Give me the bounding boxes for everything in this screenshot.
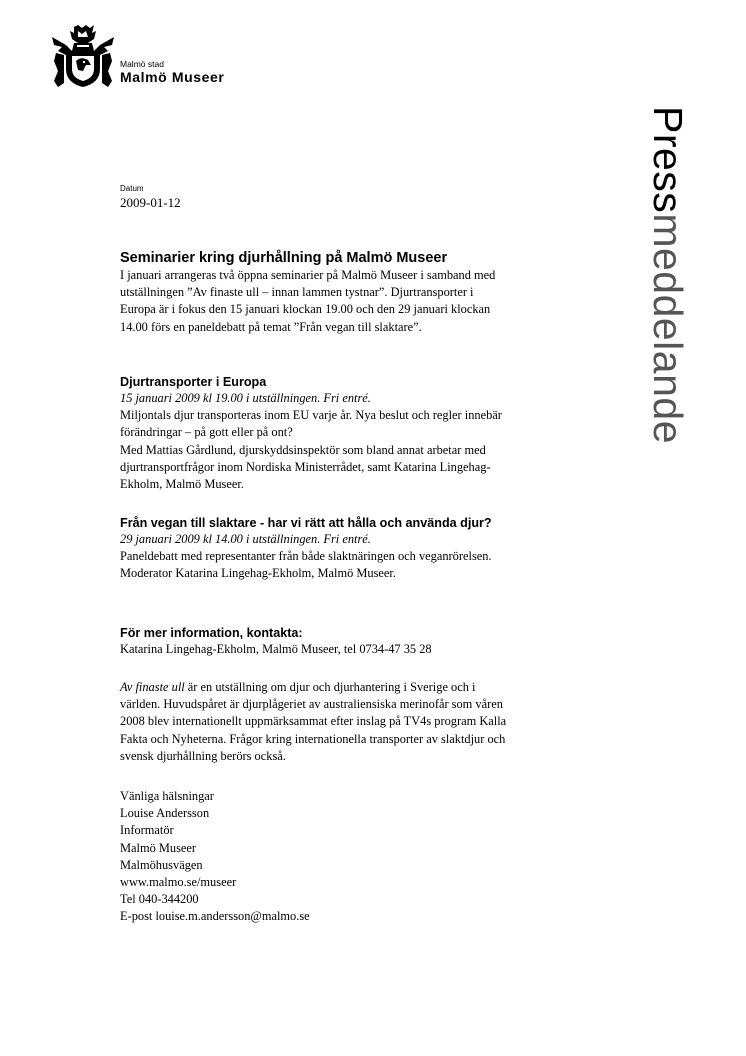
seminar-2-section [120, 515, 590, 583]
signature-email: E-post louise.m.andersson@malmo.se [120, 909, 310, 924]
seminar-1-line: förändringar – på gott eller på ont? [120, 425, 293, 440]
about-lead-rest: är en utställning om djur och djurhantering i Sverige och i [184, 680, 476, 694]
org-name: Malmö Museer [120, 69, 225, 85]
seminar-1-line: Miljontals djur transporteras inom EU varje år. Nya beslut och regler innebär [120, 408, 502, 423]
seminar-1-line: djurtransportfrågor inom Nordiska Ministerrådet, samt Katarina Lingehag- [120, 459, 491, 474]
signature-role: Informatör [120, 823, 174, 838]
exhibition-name: Av finaste ull [120, 680, 185, 694]
signature-section [120, 788, 590, 926]
date-label: Datum [120, 184, 144, 193]
seminar-2-title: Från vegan till slaktare - har vi rätt att hålla och använda djur? [120, 516, 492, 530]
about-line: Fakta och Nyheterna. Frågor kring internationella transporter av slaktdjur och [120, 731, 506, 746]
malmo-coat-of-arms-logo [52, 25, 114, 88]
intro-line: Europa är i fokus den 15 januari klockan 19.00 och den 29 januari klockan [120, 302, 491, 317]
date-value: 2009-01-12 [120, 195, 181, 210]
seminar-1-when: 15 januari 2009 kl 19.00 i utställningen. Fri entré. [120, 391, 371, 405]
about-lead-line [120, 679, 590, 696]
contact-line: Katarina Lingehag-Ekholm, Malmö Museer, tel 0734-47 35 28 [120, 642, 432, 656]
document-type-part2: meddelande [645, 213, 691, 444]
seminar-2-line: Moderator Katarina Lingehag-Ekholm, Malmö Museer. [120, 566, 396, 581]
signature-greeting: Vänliga hälsningar [120, 789, 214, 803]
signature-address: Malmöhusvägen [120, 857, 203, 872]
seminar-1-line: Ekholm, Malmö Museer. [120, 477, 244, 492]
signature-website: www.malmo.se/museer [120, 875, 237, 890]
seminar-1-section [120, 374, 590, 493]
intro-section [120, 249, 590, 336]
about-exhibition-section [120, 679, 590, 765]
signature-name: Louise Andersson [120, 806, 210, 821]
seminar-1-title: Djurtransporter i Europa [120, 375, 267, 389]
document-type-title [638, 106, 698, 556]
about-line: världen. Huvudspåret är djurplågeriet av australiensiska merinofår som våren [120, 697, 503, 712]
press-release-title: Seminarier kring djurhållning på Malmö Museer [120, 250, 448, 266]
org-parent-name: Malmö stad [120, 59, 164, 69]
seminar-1-line: Med Mattias Gårdlund, djurskyddsinspektör som bland annat arbetar med [120, 442, 486, 457]
about-line: svensk djurhållning berörs också. [120, 748, 286, 763]
about-line: 2008 blev internationellt uppmärksammat efter inslag på TV4s program Kalla [120, 714, 507, 729]
document-type-part1: Press [645, 106, 691, 214]
signature-org: Malmö Museer [120, 840, 197, 855]
signature-phone: Tel 040-344200 [120, 892, 199, 907]
seminar-2-when: 29 januari 2009 kl 14.00 i utställningen. Fri entré. [120, 532, 371, 546]
contact-section [120, 625, 590, 658]
intro-line: utställningen ”Av finaste ull – innan lammen tystnar”. Djurtransporter i [120, 285, 474, 300]
contact-title: För mer information, kontakta: [120, 626, 303, 640]
intro-line: I januari arrangeras två öppna seminarier på Malmö Museer i samband med [120, 268, 496, 282]
intro-line: 14.00 förs en paneldebatt på temat ”Från vegan till slaktare”. [120, 319, 422, 334]
seminar-2-line: Paneldebatt med representanter från både slaktnäringen och veganrörelsen. [120, 549, 492, 564]
